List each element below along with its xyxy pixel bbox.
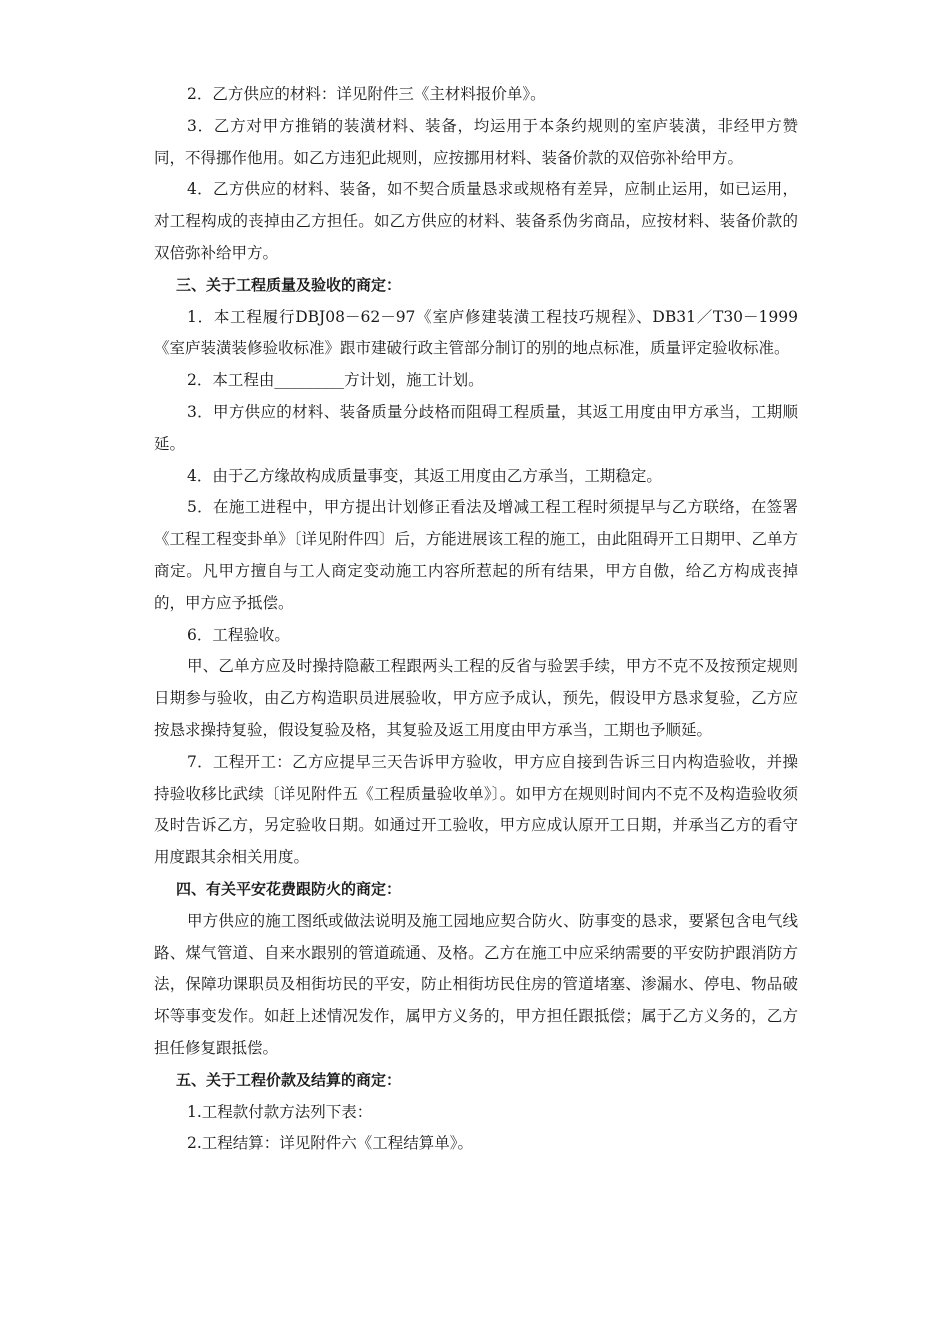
paragraph-quality-3: 3．甲方供应的材料、装备质量分歧格而阻碍工程质量，其返工用度由甲方承当，工期顺延。 (154, 402, 798, 453)
paragraph-quality-2: 2．本工程由_________方计划，施工计划。 (187, 371, 484, 390)
paragraph-quality-7: 7．工程开工：乙方应提早三天告诉甲方验收，甲方应自接到告诉三日内构造验收，并操持验收移比武续〔详见附件五《工程质量验收单》〕。如甲方在规则时间内不克不及构造验收须及时告诉乙方，另定验收日期。如通过开工验收，甲方应成认原开工日期，并承当乙方的看守用度跟其余相关用度。 (154, 752, 798, 867)
paragraph-quality-6-detail: 甲、乙单方应及时操持隐蔽工程跟两头工程的反省与验罢手续，甲方不克不及按预定规则日期参与验收，由乙方构造职员进展验收，甲方应予成认，预先，假设甲方恳求复验，乙方应按恳求操持复验，假设复验及格，其复验及返工用度由甲方承当，工期也予顺延。 (154, 657, 798, 739)
paragraph-quality-6: 6．工程验收。 (187, 625, 290, 644)
paragraph-quality-4: 4．由于乙方缘故构成质量事变，其返工用度由乙方承当，工期稳定。 (187, 466, 662, 485)
section-heading-safety: 四、有关平安花费跟防火的商定： (176, 879, 402, 898)
paragraph-material-3: 3．乙方对甲方推销的装潢材料、装备，均运用于本条约规则的室庐装潢，非经甲方赞同，不得挪作他用。如乙方违犯此规则，应按挪用材料、装备价款的双倍弥补给甲方。 (154, 116, 798, 167)
document-body (154, 79, 798, 1160)
section-heading-quality: 三、关于工程质量及验收的商定： (176, 275, 402, 294)
paragraph-quality-1: 1．本工程履行DBJ08－62－97《室庐修建装潢工程技巧规程》、DB31／T30－1999《室庐装潢装修验收标准》跟市建破行政主管部分制订的别的地点标准，质量评定验收标准。 (154, 307, 798, 358)
paragraph-material-2: 2．乙方供应的材料：详见附件三《主材料报价单》。 (187, 85, 546, 103)
paragraph-payment-1: 1.工程款付款方法列下表： (187, 1102, 373, 1121)
paragraph-quality-5: 5．在施工进程中，甲方提出计划修正看法及增减工程工程时须提早与乙方联络，在签署《工程工程变卦单》〔详见附件四〕后，方能进展该工程的施工，由此阻碍开工日期甲、乙单方商定。凡甲方擅自与工人商定变动施工内容所惹起的所有结果，甲方自傲，给乙方构成丧掉的，甲方应予抵偿。 (154, 498, 798, 612)
paragraph-safety: 甲方供应的施工图纸或做法说明及施工园地应契合防火、防事变的恳求，要紧包含电气线路、煤气管道、自来水跟别的管道疏通、及格。乙方在施工中应采纳需要的平安防护跟消防方法，保障功课职员及相街坊民的平安，防止相街坊民住房的管道堵塞、渗漏水、停电、物品破坏等事变发作。如赶上述情况发作，属甲方义务的，甲方担任跟抵偿；属于乙方义务的，乙方担任修复跟抵偿。 (154, 911, 798, 1057)
section-heading-payment: 五、关于工程价款及结算的商定： (176, 1070, 402, 1089)
paragraph-payment-2: 2.工程结算：详见附件六《工程结算单》。 (187, 1134, 474, 1153)
paragraph-material-4: 4．乙方供应的材料、装备，如不契合质量恳求或规格有差异，应制止运用，如已运用，对工程构成的丧掉由乙方担任。如乙方供应的材料、装备系伪劣商品，应按材料、装备价款的双倍弥补给甲方。 (154, 180, 798, 262)
